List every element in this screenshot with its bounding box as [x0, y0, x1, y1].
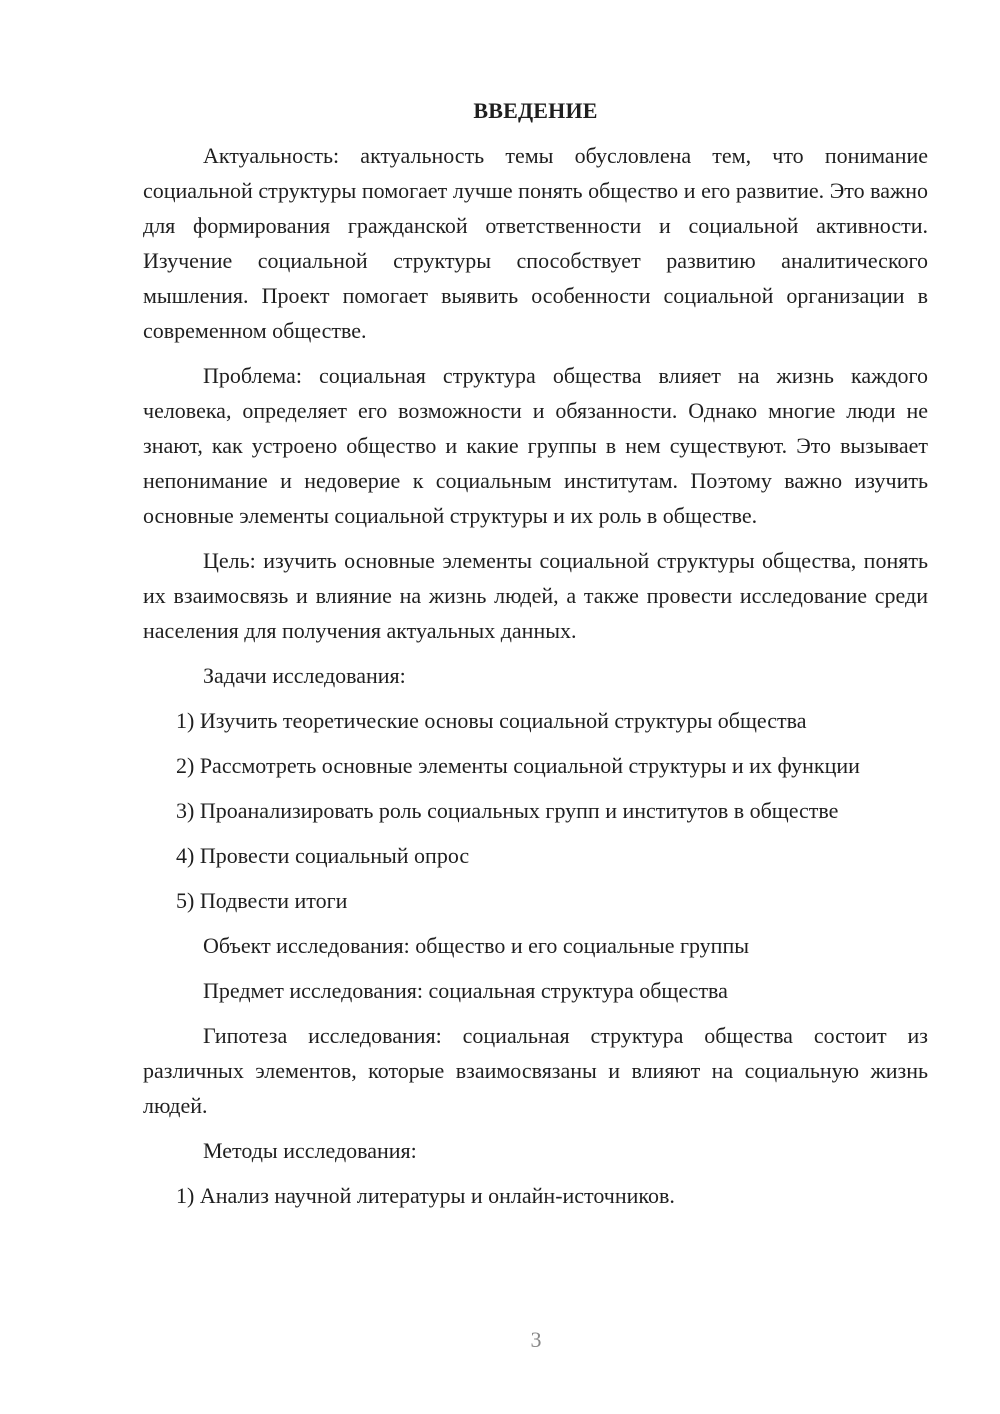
task-item: 5) Подвести итоги — [176, 888, 348, 913]
research-object: Объект исследования: общество и его социальные группы — [203, 933, 750, 958]
task-item: 2) Рассмотреть основные элементы социальной структуры и их функции — [176, 753, 860, 778]
problem-paragraph: Проблема: социальная структура общества влияет на жизнь каждого человека, определяет его возможности и обязанности. Однако многие люди не знают, как устроено общество и какие группы в нем существуют. Это вызывает непонимание и недоверие к социальным институтам. Поэтому важно изучить основные элементы социальной структуры и их роль в обществе. — [143, 363, 928, 528]
method-item: 1) Анализ научной литературы и онлайн-источников. — [176, 1183, 675, 1208]
research-subject: Предмет исследования: социальная структура общества — [203, 978, 728, 1003]
task-item: 1) Изучить теоретические основы социальной структуры общества — [176, 708, 807, 733]
hypothesis-paragraph: Гипотеза исследования: социальная структура общества состоит из различных элементов, которые взаимосвязаны и влияют на социальную жизнь людей. — [143, 1023, 928, 1118]
document-body — [143, 94, 928, 1223]
page-number: 3 — [530, 1327, 542, 1352]
task-item: 4) Провести социальный опрос — [176, 843, 470, 868]
methods-heading: Методы исследования: — [203, 1138, 417, 1163]
task-item: 3) Проанализировать роль социальных групп и институтов в обществе — [176, 798, 839, 823]
tasks-heading: Задачи исследования: — [203, 663, 406, 688]
relevance-paragraph: Актуальность: актуальность темы обусловлена тем, что понимание социальной структуры помогает лучше понять общество и его развитие. Это важно для формирования гражданской ответственности и социальной активности. Изучение социальной структуры способствует развитию аналитического мышления. Проект помогает выявить особенности социальной организации в современном обществе. — [143, 143, 928, 343]
goal-paragraph: Цель: изучить основные элементы социальной структуры общества, понять их взаимосвязь и влияние на жизнь людей, а также провести исследование среди населения для получения актуальных данных. — [143, 548, 928, 643]
section-title: ВВЕДЕНИЕ — [473, 98, 598, 123]
